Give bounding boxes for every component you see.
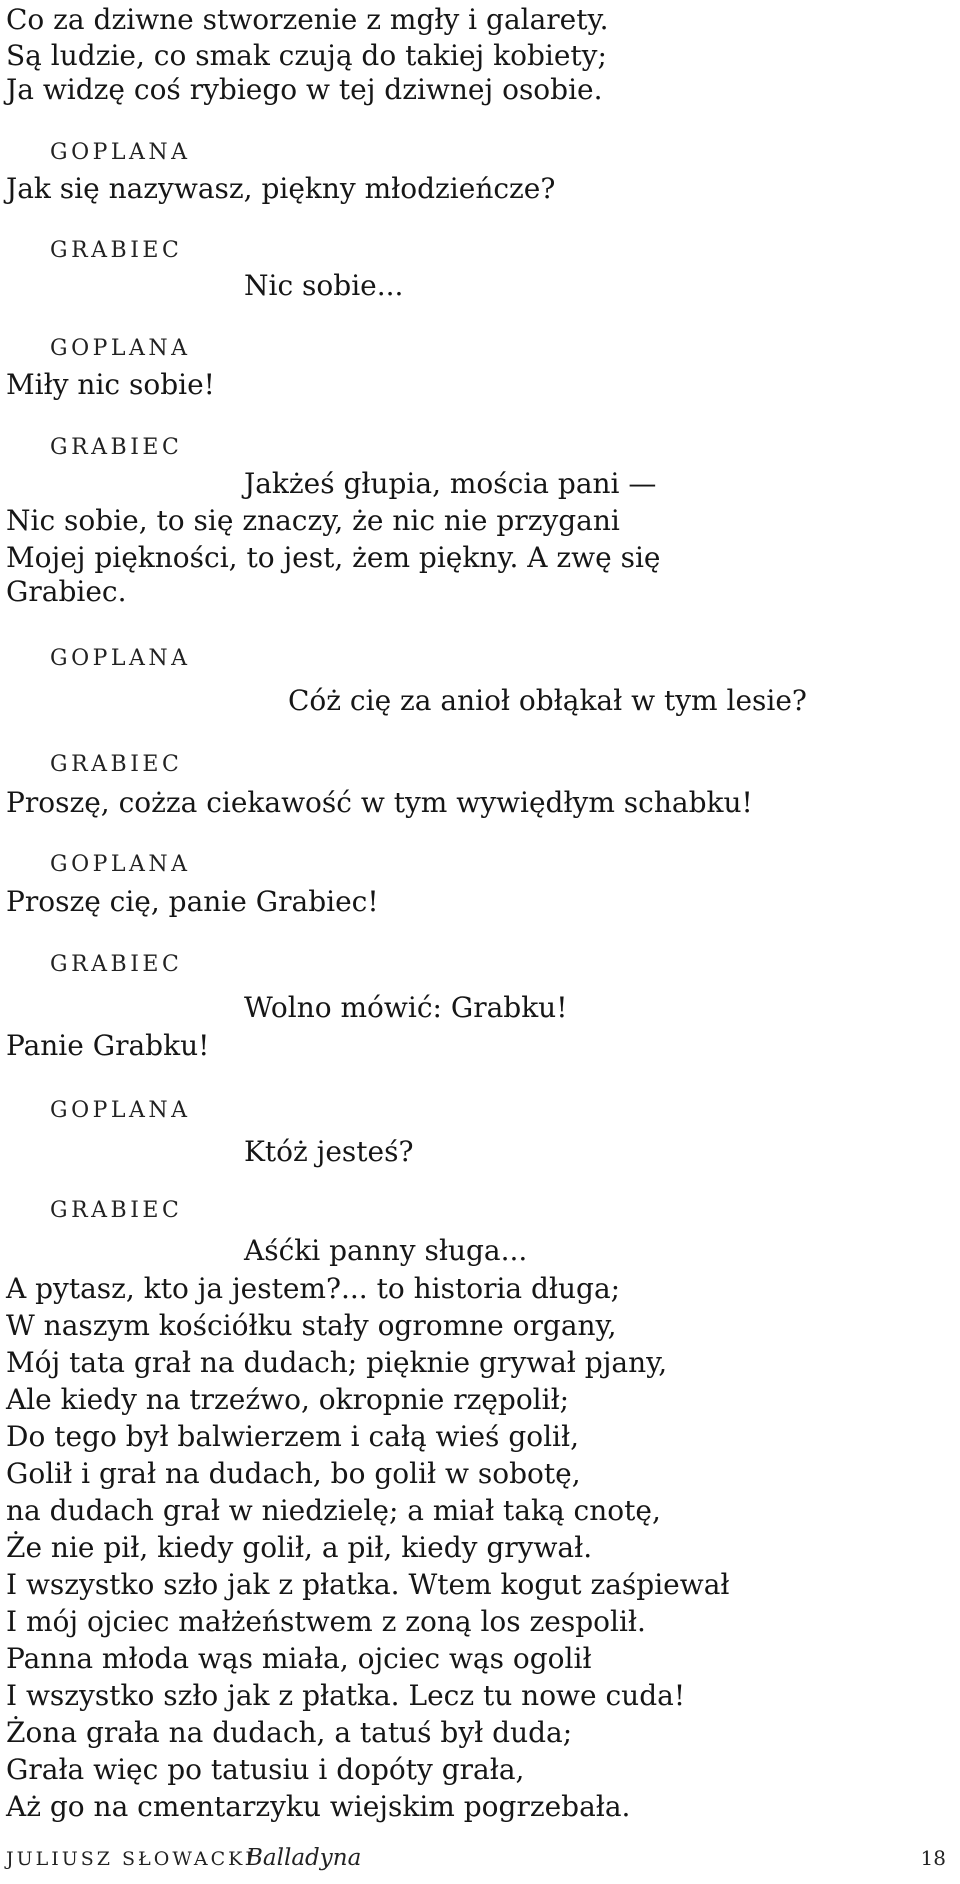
verse-line: Ale kiedy na trzeźwo, okropnie rzępolił; bbox=[6, 1383, 570, 1416]
verse-line: I wszystko szło jak z płatka. Lecz tu nowe cuda! bbox=[6, 1679, 686, 1712]
speaker-name: GOPLANA bbox=[50, 1098, 191, 1123]
speaker-name: GRABIEC bbox=[50, 1198, 183, 1223]
page-number: 18 bbox=[920, 1846, 946, 1870]
verse-line: I mój ojciec małżeństwem z zoną los zespolił. bbox=[6, 1605, 646, 1638]
speaker-name: GOPLANA bbox=[50, 336, 191, 361]
verse-line: Proszę, cożza ciekawość w tym wywiędłym schabku! bbox=[6, 786, 753, 819]
verse-line: Co za dziwne stworzenie z mgły i galarety. bbox=[6, 3, 609, 36]
verse-line: A pytasz, kto ja jestem?... to historia długa; bbox=[6, 1272, 621, 1305]
verse-line: I wszystko szło jak z płatka. Wtem kogut zaśpiewał bbox=[6, 1568, 730, 1601]
verse-line: Jakżeś głupia, mościa pani — bbox=[244, 467, 657, 500]
footer-book-title: Balladyna bbox=[246, 1845, 362, 1871]
page-footer bbox=[6, 1845, 946, 1876]
verse-line: Panna młoda wąs miała, ojciec wąs ogolił bbox=[6, 1642, 592, 1675]
verse-line: Aśćki panny sługa... bbox=[244, 1234, 528, 1267]
verse-line: Nic sobie, to się znaczy, że nic nie przygani bbox=[6, 504, 620, 537]
verse-line: Miły nic sobie! bbox=[6, 368, 215, 401]
footer-author: JULIUSZ SŁOWACKI bbox=[6, 1848, 256, 1870]
verse-line: Panie Grabku! bbox=[6, 1029, 210, 1062]
verse-line: Ja widzę coś rybiego w tej dziwnej osobie. bbox=[6, 73, 603, 106]
speaker-name: GRABIEC bbox=[50, 435, 183, 460]
verse-line: Wolno mówić: Grabku! bbox=[244, 991, 568, 1024]
verse-line: Mój tata grał na dudach; pięknie grywał pjany, bbox=[6, 1346, 668, 1379]
speaker-name: GOPLANA bbox=[50, 140, 191, 165]
verse-line: Jak się nazywasz, piękny młodzieńcze? bbox=[6, 172, 556, 205]
verse-line: Cóż cię za anioł obłąkał w tym lesie? bbox=[288, 684, 807, 717]
document-page bbox=[6, 0, 946, 1884]
speaker-name: GOPLANA bbox=[50, 852, 191, 877]
verse-line: Żona grała na dudach, a tatuś był duda; bbox=[6, 1716, 573, 1749]
verse-line: Golił i grał na dudach, bo golił w sobotę, bbox=[6, 1457, 581, 1490]
verse-line: Grała więc po tatusiu i dopóty grała, bbox=[6, 1753, 525, 1786]
verse-line: Nic sobie... bbox=[244, 269, 404, 302]
verse-line: Grabiec. bbox=[6, 575, 127, 608]
verse-line: Aż go na cmentarzyku wiejskim pogrzebała. bbox=[6, 1790, 631, 1823]
verse-line: Proszę cię, panie Grabiec! bbox=[6, 885, 379, 918]
speaker-name: GOPLANA bbox=[50, 646, 191, 671]
verse-line: W naszym kościółku stały ogromne organy, bbox=[6, 1309, 617, 1342]
verse-line: na dudach grał w niedzielę; a miał taką cnotę, bbox=[6, 1494, 661, 1527]
verse-line: Mojej piękności, to jest, żem piękny. A zwę się bbox=[6, 541, 661, 574]
speaker-name: GRABIEC bbox=[50, 752, 183, 777]
verse-line: Są ludzie, co smak czują do takiej kobiety; bbox=[6, 39, 607, 72]
verse-line: Do tego był balwierzem i całą wieś golił, bbox=[6, 1420, 579, 1453]
verse-line: Że nie pił, kiedy golił, a pił, kiedy grywał. bbox=[6, 1531, 593, 1564]
speaker-name: GRABIEC bbox=[50, 952, 183, 977]
speaker-name: GRABIEC bbox=[50, 238, 183, 263]
verse-line: Któż jesteś? bbox=[244, 1135, 414, 1168]
